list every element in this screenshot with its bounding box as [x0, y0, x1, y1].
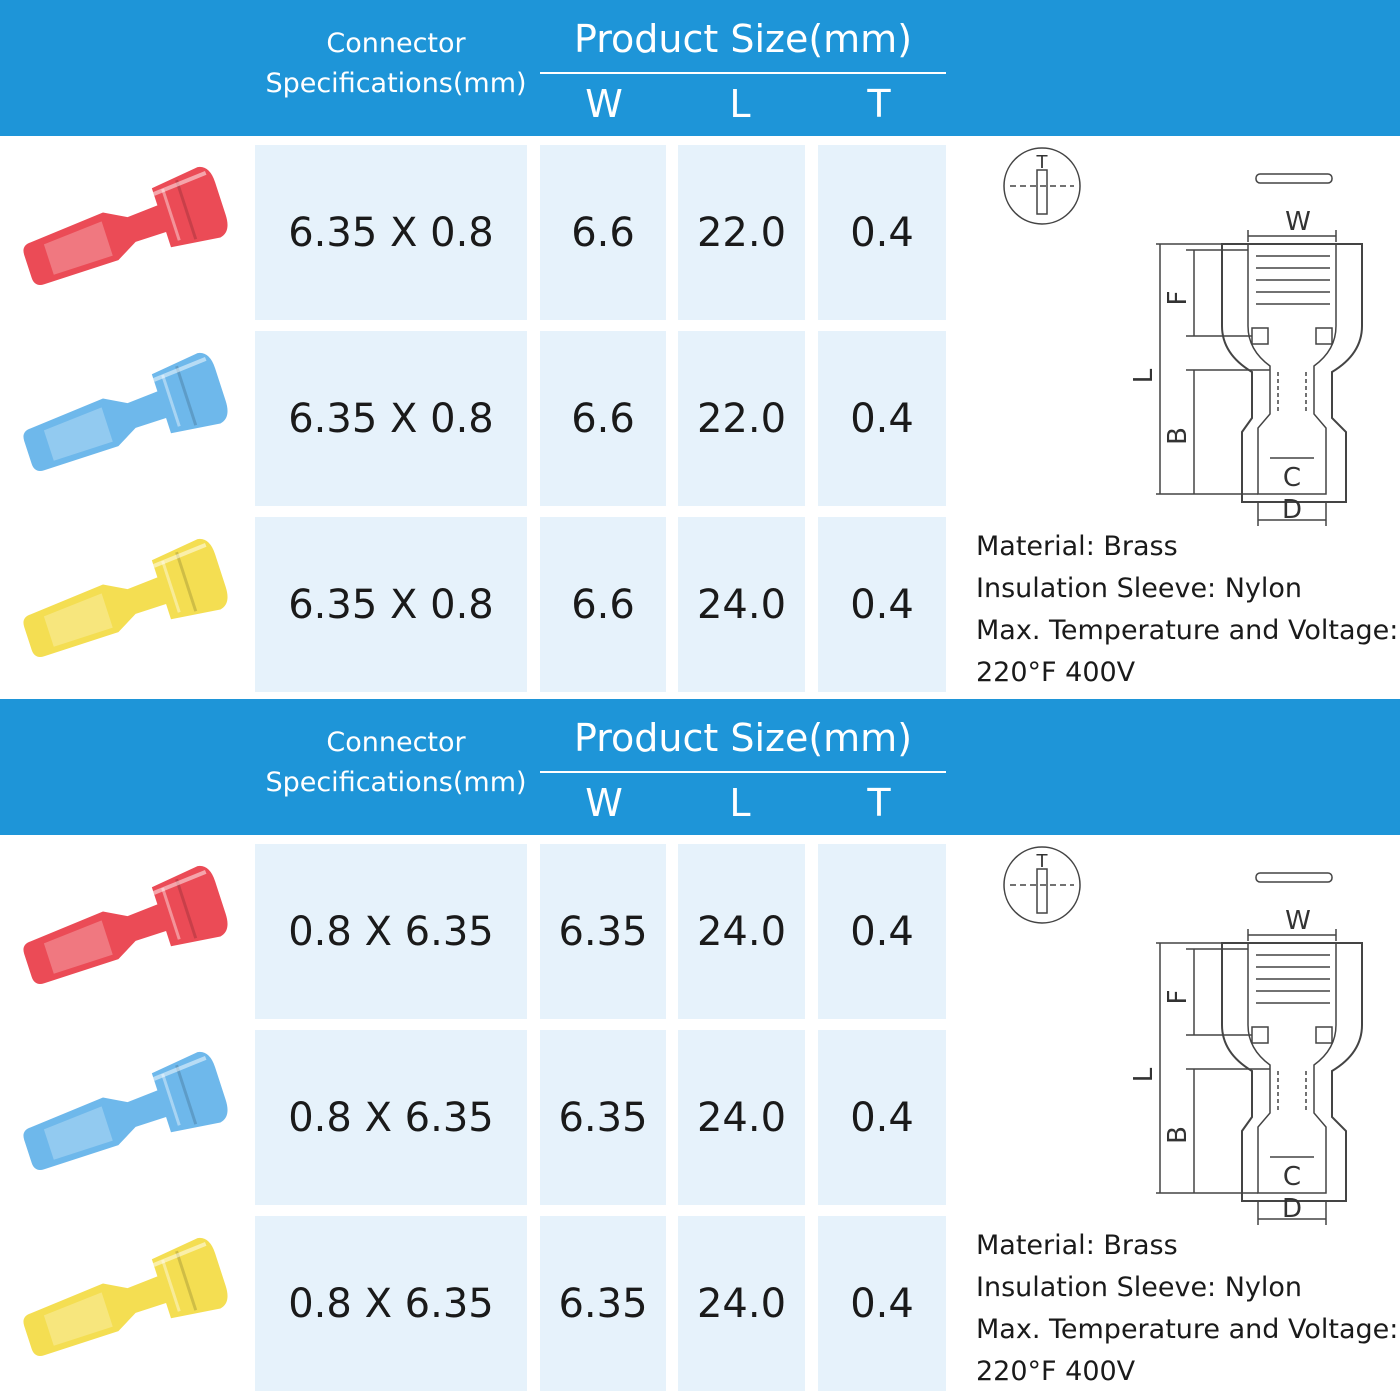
connector-image	[14, 856, 234, 1006]
column-t-header: T	[867, 82, 891, 126]
label-d: D	[1281, 495, 1303, 525]
l-cell: 24.0	[678, 844, 805, 1019]
w-cell: 6.6	[540, 517, 666, 692]
spec-cell: 0.8 X 6.35	[255, 844, 527, 1019]
material-text: Material: Brass	[976, 531, 1178, 562]
l-cell: 22.0	[678, 331, 805, 506]
table-header	[0, 699, 1400, 835]
connector-image	[14, 1228, 234, 1378]
l-cell: 22.0	[678, 145, 805, 320]
label-f: F	[1163, 989, 1193, 1005]
t-cell: 0.4	[818, 1216, 946, 1391]
terminal-outline	[1248, 943, 1336, 1193]
temperature-label: Max. Temperature and Voltage:	[976, 1314, 1399, 1345]
terminal-dimension-diagram	[990, 140, 1380, 530]
w-cell: 6.6	[540, 331, 666, 506]
column-t-header: T	[867, 781, 891, 825]
w-cell: 6.35	[540, 844, 666, 1019]
spec-cell: 6.35 X 0.8	[255, 331, 527, 506]
column-l-header: L	[729, 781, 751, 825]
l-cell: 24.0	[678, 517, 805, 692]
t-cell: 0.4	[818, 1030, 946, 1205]
sleeve-text: Insulation Sleeve: Nylon	[976, 573, 1303, 604]
column-w-header: W	[585, 82, 623, 126]
sleeve-text: Insulation Sleeve: Nylon	[976, 1272, 1303, 1303]
label-w: W	[1285, 906, 1311, 936]
spec-cell: 6.35 X 0.8	[255, 517, 527, 692]
blade-cross-section	[1037, 170, 1047, 214]
label-b: B	[1163, 1126, 1193, 1144]
t-cell: 0.4	[818, 145, 946, 320]
label-l: L	[1129, 368, 1159, 384]
blade-top-view	[1256, 174, 1332, 183]
w-cell: 6.35	[540, 1216, 666, 1391]
connector-image	[14, 157, 234, 307]
t-cell: 0.4	[818, 517, 946, 692]
connector-image	[14, 529, 234, 679]
connector-spec-heading	[262, 24, 530, 104]
l-cell: 24.0	[678, 1216, 805, 1391]
column-l-header: L	[729, 82, 751, 126]
label-f: F	[1163, 290, 1193, 306]
product-size-heading: Product Size(mm)	[573, 17, 913, 61]
connector-spec-heading	[262, 723, 530, 803]
spec-cell: 0.8 X 6.35	[255, 1030, 527, 1205]
t-cell: 0.4	[818, 331, 946, 506]
temperature-value: 220°F 400V	[976, 657, 1136, 688]
spec-heading-line2: Specifications(mm)	[265, 767, 527, 798]
material-text: Material: Brass	[976, 1230, 1178, 1261]
t-cell: 0.4	[818, 844, 946, 1019]
spec-heading-line1: Connector	[326, 28, 466, 59]
label-c: C	[1282, 1162, 1302, 1192]
label-d: D	[1281, 1194, 1303, 1224]
product-size-heading: Product Size(mm)	[573, 716, 913, 760]
label-l: L	[1129, 1067, 1159, 1083]
blade-cross-section	[1037, 869, 1047, 913]
table-header	[0, 0, 1400, 136]
blade-top-view	[1256, 873, 1332, 882]
w-cell: 6.6	[540, 145, 666, 320]
label-t: T	[1036, 851, 1048, 872]
label-w: W	[1285, 207, 1311, 237]
column-w-header: W	[585, 781, 623, 825]
spec-heading-line1: Connector	[326, 727, 466, 758]
spec-heading-line2: Specifications(mm)	[265, 68, 527, 99]
label-b: B	[1163, 427, 1193, 445]
label-t: T	[1036, 152, 1048, 173]
terminal-outline	[1248, 244, 1336, 494]
l-cell: 24.0	[678, 1030, 805, 1205]
spec-cell: 6.35 X 0.8	[255, 145, 527, 320]
terminal-dimension-diagram	[990, 839, 1380, 1229]
spec-section	[0, 699, 1400, 1399]
header-divider	[540, 72, 946, 74]
connector-image	[14, 1042, 234, 1192]
header-divider	[540, 771, 946, 773]
temperature-value: 220°F 400V	[976, 1356, 1136, 1387]
label-c: C	[1282, 463, 1302, 493]
material-info	[976, 1225, 1399, 1393]
connector-image	[14, 343, 234, 493]
material-info	[976, 526, 1399, 694]
temperature-label: Max. Temperature and Voltage:	[976, 615, 1399, 646]
spec-cell: 0.8 X 6.35	[255, 1216, 527, 1391]
w-cell: 6.35	[540, 1030, 666, 1205]
